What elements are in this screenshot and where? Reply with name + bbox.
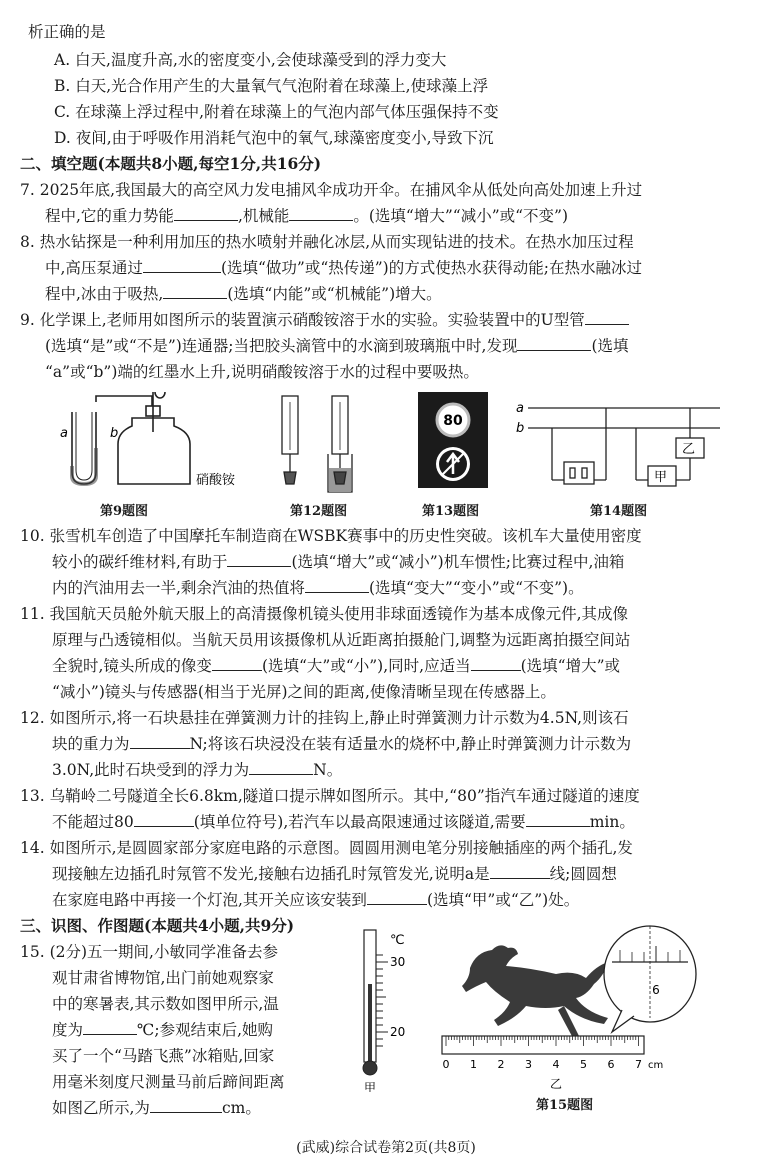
- q15-line-4: 度为 ℃;参观结束后,她购: [52, 1021, 274, 1039]
- q15-line-7: 如图乙所示,为 cm。: [52, 1099, 261, 1117]
- fig14-label-yi: 乙: [682, 442, 696, 457]
- q15-blank-2[interactable]: [150, 1098, 222, 1113]
- figures-row: [50, 392, 730, 496]
- q7-blank-2[interactable]: [289, 206, 353, 221]
- q11-blank-2[interactable]: [471, 656, 521, 671]
- fig15-caption: 第15题图: [536, 1098, 594, 1113]
- ruler-tick-label: 4: [552, 1058, 560, 1071]
- q13-line-2: 不能超过80 (填单位符号),若汽车以最高限速通过该隧道,需要 min。: [52, 813, 635, 831]
- q12-line-3: 3.0N,此时石块受到的浮力为 N。: [52, 761, 343, 779]
- fig15-horse: [462, 945, 608, 1040]
- fig9-caption: 第9题图: [100, 504, 149, 519]
- ruler-tick-label: 7: [635, 1058, 642, 1071]
- fig15-unit-c: ℃: [390, 933, 405, 948]
- fig15-figure: [350, 922, 700, 1092]
- q6-option-a: A. 白天,温度升高,水的密度变小,会使球藻受到的浮力变大: [54, 51, 447, 69]
- q6-option-b: B. 白天,光合作用产生的大量氧气气泡附着在球藻上,使球藻上浮: [54, 77, 489, 95]
- q6-option-d: D. 夜间,由于呼吸作用消耗气泡中的氧气,球藻密度变小,导致下沉: [54, 129, 494, 147]
- q13-blank-1[interactable]: [134, 812, 194, 827]
- fig15-thermometer: [363, 930, 388, 1075]
- ruler-tick-label: 1: [470, 1058, 477, 1071]
- fig9-apparatus: [72, 392, 190, 484]
- q9-line-3: “a”或“b”)端的红墨水上升,说明硝酸铵溶于水的过程中要吸热。: [45, 363, 479, 381]
- fig15-ruler-labels: [443, 1058, 643, 1071]
- fig15-zoom-label: 6: [652, 983, 660, 997]
- q12-blank-1[interactable]: [130, 734, 190, 749]
- section-2-heading: 二、填空题(本题共8小题,每空1分,共16分): [20, 154, 322, 173]
- q14-line-1: 14. 如图所示,是圆圆家部分家庭电路的示意图。圆圆用测电笔分别接触插座的两个插孔,发: [20, 839, 633, 857]
- section-3-heading: 三、识图、作图题(本题共4小题,共9分): [20, 916, 295, 935]
- ruler-tick-label: 2: [497, 1058, 505, 1071]
- ruler-tick-label: 3: [525, 1058, 532, 1071]
- q11-blank-1[interactable]: [212, 656, 262, 671]
- q9-line-1: 9. 化学课上,老师用如图所示的装置演示硝酸铵溶于水的实验。实验装置中的U型管: [20, 310, 748, 330]
- fig13-tunnel-sign: [418, 392, 488, 488]
- q11-line-2: 原理与凸透镜相似。当航天员用该摄像机从近距离拍摄舱门,调整为远距离拍摄空间站: [52, 631, 631, 649]
- fig15-label-yi: 乙: [550, 1077, 563, 1091]
- q9-line-2: (选填“是”或“不是”)连通器;当把胶头滴管中的水滴到玻璃瓶中时,发现 (选填: [45, 337, 629, 355]
- q11-line-4: “减小”)镜头与传感器(相当于光屏)之间的距离,使像清晰呈现在传感器上。: [52, 683, 556, 701]
- q10-line-3: 内的汽油用去一半,剩余汽油的热值将 (选填“变大”“变小”或“不变”)。: [52, 579, 584, 597]
- q9-blank-1[interactable]: [585, 310, 629, 325]
- q7-line-2: 程中,它的重力势能 ,机械能 。(选填“增大”“减小”或“不变”): [45, 207, 569, 225]
- q14-line-2: 现接触左边插孔时氖管不发光,接触右边插孔时氖管发光,说明a是 线;圆圆想: [52, 865, 617, 883]
- ruler-tick-label: 0: [442, 1058, 450, 1071]
- fig15-zoom-callout: [604, 926, 696, 1032]
- q13-line-1: 13. 乌鞘岭二号隧道全长6.8km,隧道口提示牌如图所示。其中,“80”指汽车通过隧道的速度: [20, 787, 640, 805]
- q15-line-6: 用毫米刻度尺测量马前后蹄间距离: [52, 1073, 285, 1091]
- fig12-spring-scales: [282, 396, 352, 492]
- fig13-speed-limit: 80: [443, 413, 463, 429]
- q14-blank-1[interactable]: [490, 864, 550, 879]
- q9-blank-2[interactable]: [517, 336, 591, 351]
- fig15-ruler: [442, 1036, 644, 1054]
- fig9-chem-label: 硝酸铵: [196, 473, 236, 488]
- q7-line-1: 7. 2025年底,我国最大的高空风力发电捕风伞成功开伞。在捕风伞从低处向高处加速上升过: [20, 181, 643, 199]
- q8-blank-2[interactable]: [163, 284, 227, 299]
- q12-blank-2[interactable]: [249, 760, 313, 775]
- fig14-label-a: a: [516, 401, 524, 416]
- q15-blank-1[interactable]: [83, 1020, 137, 1035]
- q8-line-2: 中,高压泵通过 (选填“做功”或“热传递”)的方式使热水获得动能;在热水融冰过: [45, 259, 642, 277]
- fig15-tick-20: 20: [390, 1025, 406, 1039]
- fig15-ruler-unit: cm: [648, 1060, 664, 1071]
- fig14-label-b: b: [516, 421, 525, 436]
- ruler-tick-label: 6: [607, 1058, 615, 1071]
- q15-line-1: 15. (2分)五一期间,小敏同学准备去参: [20, 943, 278, 961]
- fig15-tick-30: 30: [390, 955, 406, 969]
- q11-line-3: 全貌时,镜头所成的像变 (选填“大”或“小”),同时,应适当 (选填“增大”或: [52, 657, 620, 675]
- q8-blank-1[interactable]: [143, 258, 221, 273]
- fig12-caption: 第12题图: [290, 504, 348, 519]
- q6-lead: 析正确的是: [28, 23, 106, 41]
- q8-line-1: 8. 热水钻探是一种利用加压的热水喷射并融化冰层,从而实现钻进的技术。在热水加压过程: [20, 233, 634, 251]
- q14-blank-2[interactable]: [367, 890, 427, 905]
- fig9-label-a: a: [60, 426, 68, 441]
- q13-blank-2[interactable]: [526, 812, 590, 827]
- q6-option-c: C. 在球藻上浮过程中,附着在球藻上的气泡内部气体压强保持不变: [54, 103, 499, 121]
- q10-blank-1[interactable]: [227, 552, 291, 567]
- fig13-caption: 第13题图: [422, 504, 480, 519]
- q14-line-3: 在家庭电路中再接一个灯泡,其开关应该安装到 (选填“甲”或“乙”)处。: [52, 891, 580, 909]
- q12-line-2: 块的重力为 N;将该石块浸没在装有适量水的烧杯中,静止时弹簧测力计示数为: [52, 735, 632, 753]
- q15-line-2: 观甘肃省博物馆,出门前她观察家: [52, 969, 274, 987]
- q7-blank-1[interactable]: [174, 206, 238, 221]
- fig15-label-jia: 甲: [364, 1081, 377, 1092]
- q11-line-1: 11. 我国航天员舱外航天服上的高清摄像机镜头使用非球面透镜作为基本成像元件,其成像: [20, 605, 629, 623]
- q15-line-3: 中的寒暑表,其示数如图甲所示,温: [52, 995, 279, 1013]
- fig14-caption: 第14题图: [590, 504, 648, 519]
- q12-line-1: 12. 如图所示,将一石块悬挂在弹簧测力计的挂钩上,静止时弹簧测力计示数为4.5N,则该石: [20, 709, 629, 727]
- fig14-label-jia: 甲: [654, 470, 668, 485]
- q8-line-3: 程中,冰由于吸热, (选填“内能”或“机械能”)增大。: [45, 285, 442, 303]
- q10-blank-2[interactable]: [305, 578, 369, 593]
- ruler-tick-label: 5: [580, 1058, 587, 1071]
- fig9-label-b: b: [110, 426, 119, 441]
- page-footer: (武威)综合试卷第2页(共8页): [296, 1140, 476, 1156]
- q10-line-2: 较小的碳纤维材料,有助于 (选填“增大”或“减小”)机车惯性;比赛过程中,油箱: [52, 553, 625, 571]
- q15-line-5: 买了一个“马踏飞燕”冰箱贴,回家: [52, 1047, 275, 1065]
- q10-line-1: 10. 张雪机车创造了中国摩托车制造商在WSBK赛事中的历史性突破。该机车大量使用密度: [20, 527, 642, 545]
